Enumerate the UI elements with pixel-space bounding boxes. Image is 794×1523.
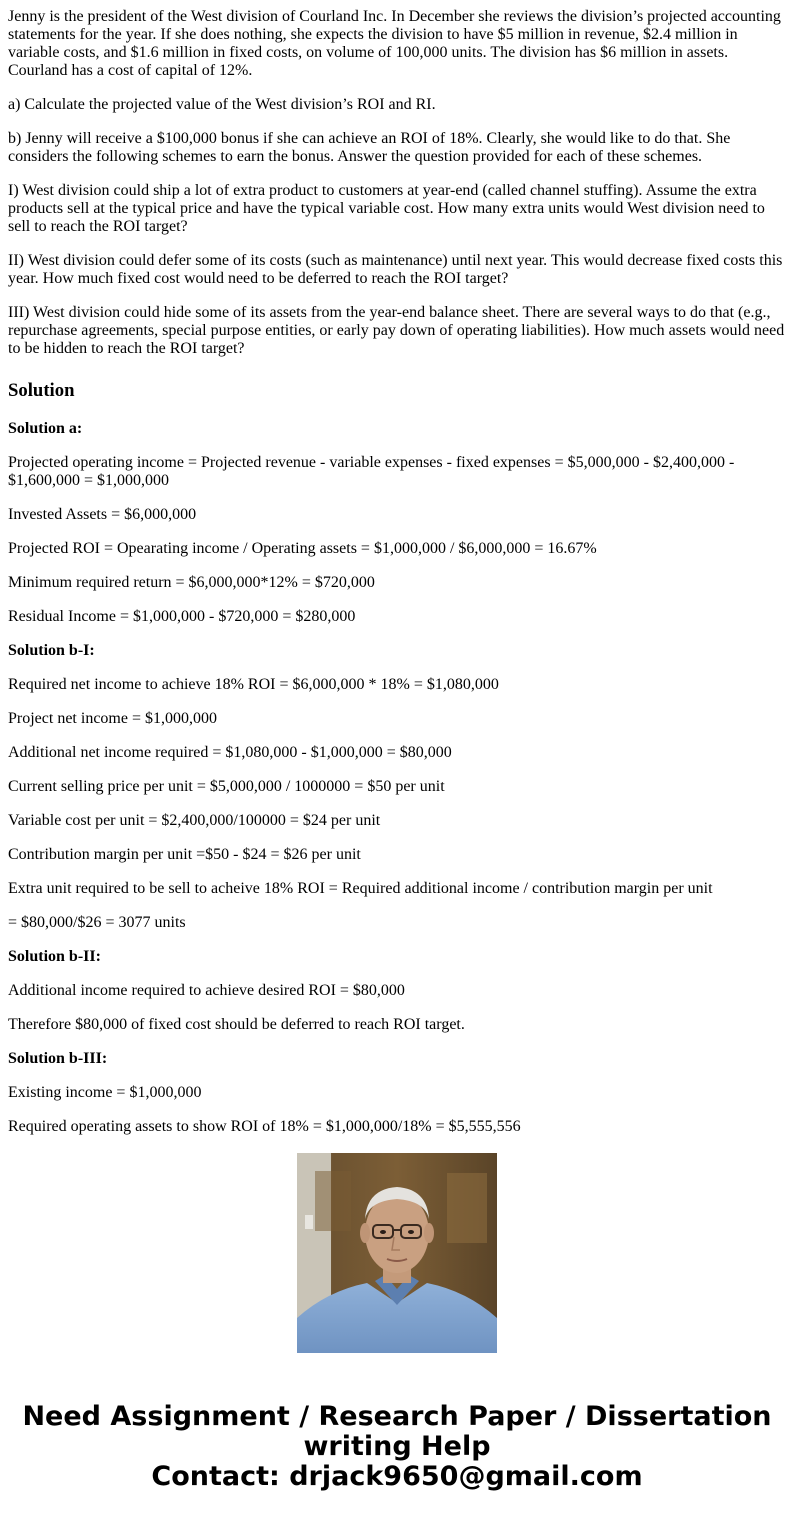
solution-heading: Solution bbox=[8, 380, 75, 401]
solution-b1-line: Additional net income required = $1,080,000 - $1,000,000 = $80,000 bbox=[8, 744, 452, 761]
promo-line-1: Need Assignment / Research Paper / Dissertation bbox=[22, 1401, 772, 1432]
author-avatar bbox=[297, 1153, 497, 1353]
author-photo bbox=[297, 1153, 497, 1353]
solution-b1-line: Project net income = $1,000,000 bbox=[8, 710, 217, 727]
solution-b1-title: Solution b-I: bbox=[8, 642, 95, 659]
question-part-b: b) Jenny will receive a $100,000 bonus if she can achieve an ROI of 18%. Clearly, she would like to do that. She considers the following schemes to earn the bonus. Answer the question provided for each of these schemes. bbox=[8, 130, 731, 165]
solution-a-line: Projected ROI = Opearating income / Operating assets = $1,000,000 / $6,000,000 = 16.67% bbox=[8, 540, 597, 557]
question-scheme-2: II) West division could defer some of its costs (such as maintenance) until next year. This would decrease fixed costs this year. How much fixed cost would need to be deferred to reach the ROI target? bbox=[8, 252, 783, 287]
promo-contact: Contact: drjack9650@gmail.com bbox=[151, 1461, 643, 1492]
solution-a-title: Solution a: bbox=[8, 420, 83, 437]
document-body bbox=[8, 8, 786, 1135]
solution-a-line: Residual Income = $1,000,000 - $720,000 = $280,000 bbox=[8, 608, 356, 625]
question-intro: Jenny is the president of the West division of Courland Inc. In December she reviews the division’s projected accounting statements for the year. If she does nothing, she expects the division to have $5 million in revenue, $2.4 million in variable costs, and $1.6 million in fixed costs, on volume of 100,000 units. The division has $6 million in assets. Courland has a cost of capital of 12%. bbox=[8, 8, 781, 79]
solution-a-line: Minimum required return = $6,000,000*12% = $720,000 bbox=[8, 574, 375, 591]
solution-b1-line: = $80,000/$26 = 3077 units bbox=[8, 914, 186, 931]
solution-b3-title: Solution b-III: bbox=[8, 1050, 108, 1067]
solution-b1-line: Contribution margin per unit =$50 - $24 = $26 per unit bbox=[8, 846, 361, 863]
promo-banner bbox=[0, 1402, 794, 1492]
question-part-a: a) Calculate the projected value of the West division’s ROI and RI. bbox=[8, 96, 436, 113]
question-scheme-1: I) West division could ship a lot of extra product to customers at year-end (called channel stuffing). Assume the extra products sell at the typical price and have the typical variable cost. How many extra units would West division need to sell to reach the ROI target? bbox=[8, 182, 765, 235]
solution-b1-line: Required net income to achieve 18% ROI = $6,000,000 * 18% = $1,080,000 bbox=[8, 676, 499, 693]
solution-b3-line: Required operating assets to show ROI of 18% = $1,000,000/18% = $5,555,556 bbox=[8, 1118, 521, 1135]
solution-b1-line: Extra unit required to be sell to acheive 18% ROI = Required additional income / contribution margin per unit bbox=[8, 880, 713, 897]
promo-line-2: writing Help bbox=[303, 1431, 491, 1462]
solution-a-line: Projected operating income = Projected revenue - variable expenses - fixed expenses = $5,000,000 - $2,400,000 - $1,600,000 = $1,000,000 bbox=[8, 454, 735, 489]
solution-b2-line: Additional income required to achieve desired ROI = $80,000 bbox=[8, 982, 405, 999]
solution-b2-title: Solution b-II: bbox=[8, 948, 101, 965]
solution-a-line: Invested Assets = $6,000,000 bbox=[8, 506, 197, 523]
solution-b2-line: Therefore $80,000 of fixed cost should be deferred to reach ROI target. bbox=[8, 1016, 465, 1033]
solution-b3-line: Existing income = $1,000,000 bbox=[8, 1084, 202, 1101]
solution-b1-line: Variable cost per unit = $2,400,000/100000 = $24 per unit bbox=[8, 812, 381, 829]
solution-b1-line: Current selling price per unit = $5,000,000 / 1000000 = $50 per unit bbox=[8, 778, 445, 795]
question-scheme-3: III) West division could hide some of its assets from the year-end balance sheet. There are several ways to do that (e.g., repurchase agreements, special purpose entities, or early pay down of operating liabilities). How much assets would need to be hidden to reach the ROI target? bbox=[8, 304, 785, 357]
